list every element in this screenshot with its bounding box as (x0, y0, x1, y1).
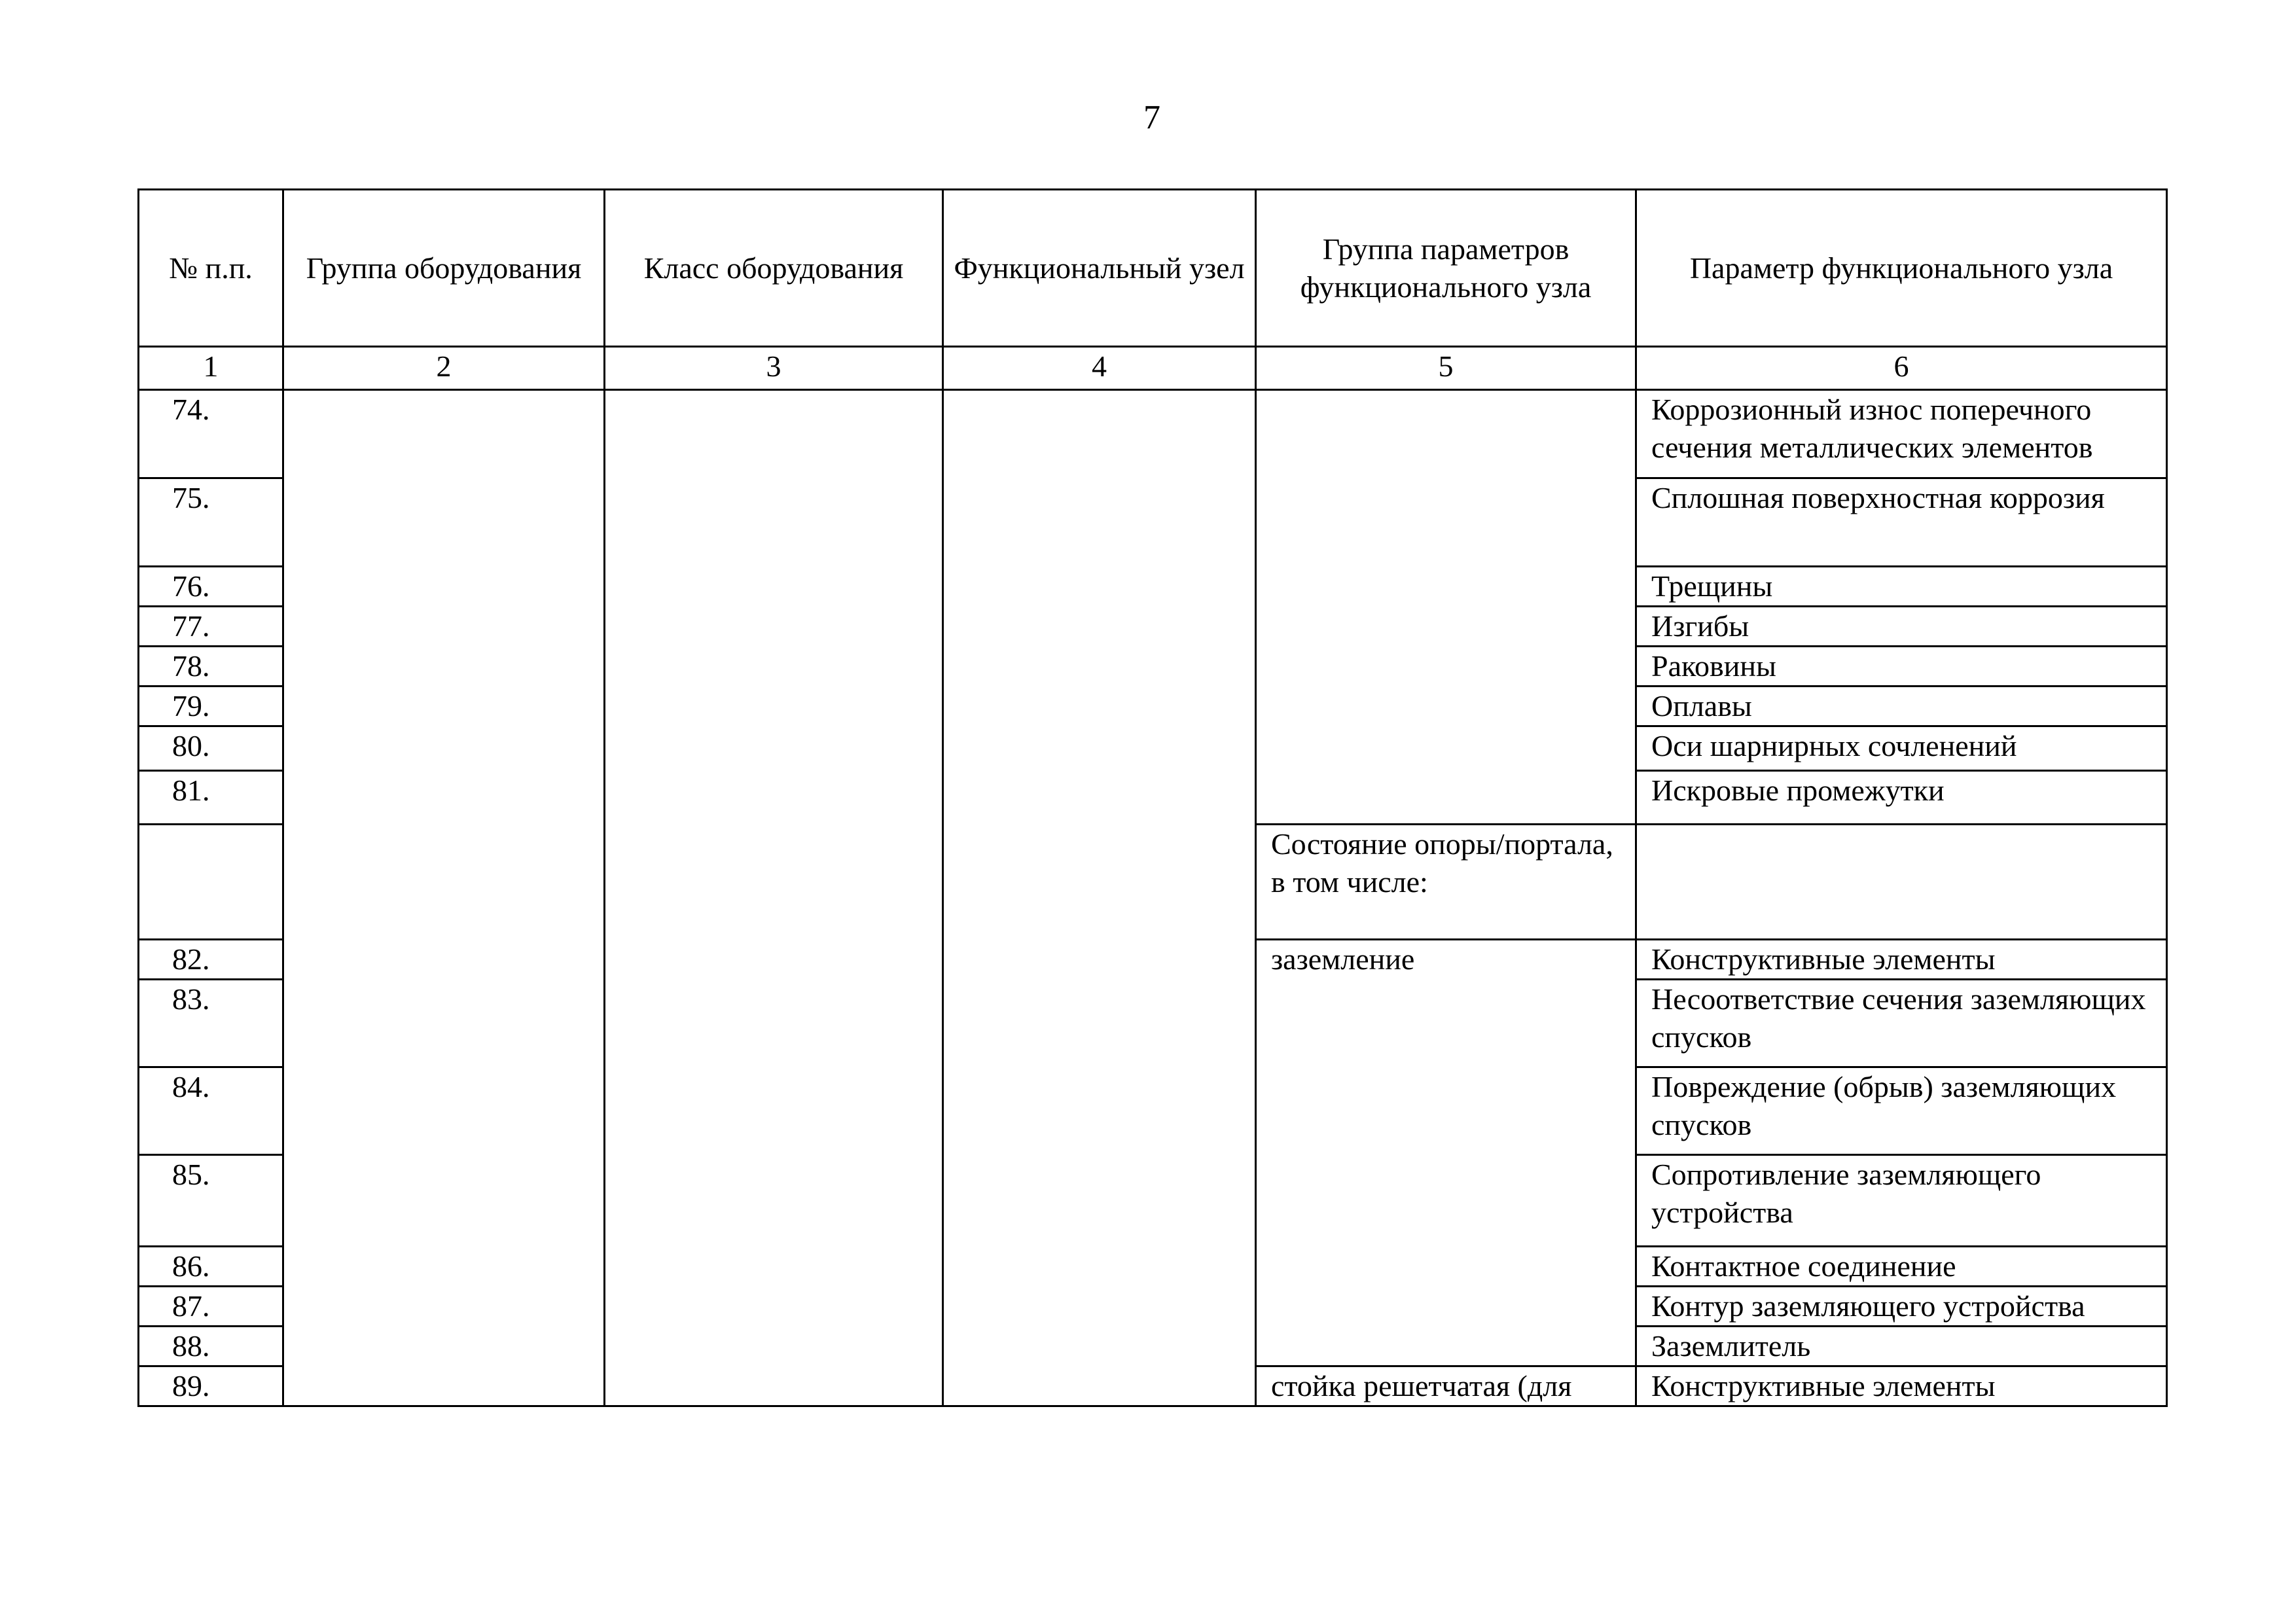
equipment-group-cell (283, 390, 605, 1406)
row-number: 76. (139, 567, 283, 607)
column-number: 3 (605, 347, 943, 390)
equipment-class-cell (605, 390, 943, 1406)
parameter-cell: Коррозионный износ поперечного сечения металлических элементов (1636, 390, 2167, 478)
parameter-cell: Оси шарнирных сочленений (1636, 726, 2167, 771)
parameter-cell: Оплавы (1636, 687, 2167, 726)
header-cell: № п.п. (139, 190, 283, 347)
row-number: 82. (139, 940, 283, 980)
row-number: 88. (139, 1327, 283, 1366)
parameter-cell: Контур заземляющего устройства (1636, 1287, 2167, 1327)
parameter-cell: Конструктивные элементы (1636, 1366, 2167, 1406)
parameter-group-cell: Состояние опоры/портала, в том числе: (1256, 825, 1636, 940)
equipment-parameters-table (137, 188, 2168, 1407)
column-number: 5 (1256, 347, 1636, 390)
row-number: 89. (139, 1366, 283, 1406)
row-number: 87. (139, 1287, 283, 1327)
row-number: 79. (139, 687, 283, 726)
column-number: 6 (1636, 347, 2167, 390)
parameter-cell: Искровые промежутки (1636, 771, 2167, 825)
parameter-cell: Конструктивные элементы (1636, 940, 2167, 980)
row-number: 81. (139, 771, 283, 825)
parameter-cell: Раковины (1636, 647, 2167, 687)
parameter-cell: Контактное соединение (1636, 1247, 2167, 1287)
row-number: 80. (139, 726, 283, 771)
column-number: 2 (283, 347, 605, 390)
parameter-group-cell: заземление (1256, 940, 1636, 1366)
row-number: 77. (139, 607, 283, 647)
parameter-cell: Повреждение (обрыв) заземляющих спусков (1636, 1067, 2167, 1155)
row-number: 86. (139, 1247, 283, 1287)
header-cell: Группа параметров функционального узла (1256, 190, 1636, 347)
table-row (139, 390, 2167, 478)
page-number: 7 (1143, 99, 1160, 136)
parameter-cell: Заземлитель (1636, 1327, 2167, 1366)
functional-unit-cell (943, 390, 1256, 1406)
column-number: 4 (943, 347, 1256, 390)
header-cell: Группа оборудования (283, 190, 605, 347)
parameter-cell (1636, 825, 2167, 940)
header-cell: Класс оборудования (605, 190, 943, 347)
parameter-cell: Несоответствие сечения заземляющих спусков (1636, 980, 2167, 1067)
parameter-group-cell (1256, 390, 1636, 825)
parameter-cell: Сплошная поверхностная коррозия (1636, 478, 2167, 567)
row-number: 75. (139, 478, 283, 567)
row-number (139, 825, 283, 940)
header-cell: Параметр функционального узла (1636, 190, 2167, 347)
row-number: 74. (139, 390, 283, 478)
row-number: 83. (139, 980, 283, 1067)
parameter-group-cell: стойка решетчатая (для (1256, 1366, 1636, 1406)
column-number: 1 (139, 347, 283, 390)
row-number: 85. (139, 1155, 283, 1247)
parameter-cell: Трещины (1636, 567, 2167, 607)
header-row (139, 190, 2167, 347)
row-number: 78. (139, 647, 283, 687)
parameter-cell: Сопротивление заземляющего устройства (1636, 1155, 2167, 1247)
column-number-row (139, 347, 2167, 390)
parameter-cell: Изгибы (1636, 607, 2167, 647)
row-number: 84. (139, 1067, 283, 1155)
header-cell: Функциональный узел (943, 190, 1256, 347)
